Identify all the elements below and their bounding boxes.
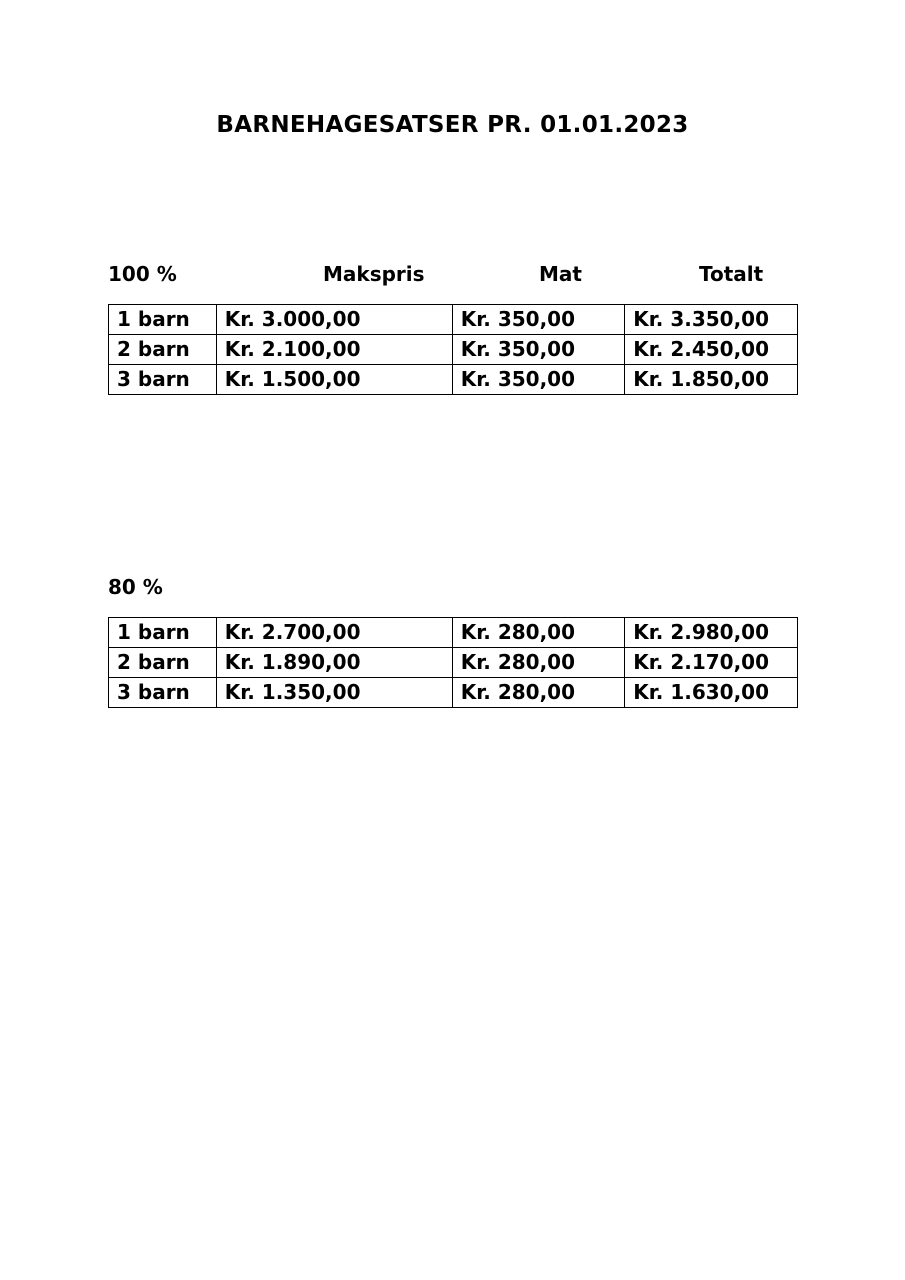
table-row	[109, 335, 798, 365]
mat-cell: Kr. 350,00	[452, 335, 624, 365]
column-header-makspris: Makspris	[323, 262, 425, 286]
makspris-cell: Kr. 1.890,00	[216, 648, 452, 678]
rates-table-100	[108, 304, 798, 395]
makspris-cell: Kr. 3.000,00	[216, 305, 452, 335]
totalt-cell: Kr. 3.350,00	[625, 305, 798, 335]
makspris-cell: Kr. 2.700,00	[216, 618, 452, 648]
makspris-cell: Kr. 1.350,00	[216, 678, 452, 708]
page-title: BARNEHAGESATSER PR. 01.01.2023	[216, 112, 689, 138]
totalt-cell: Kr. 2.170,00	[625, 648, 798, 678]
totalt-cell: Kr. 1.630,00	[625, 678, 798, 708]
column-header-totalt: Totalt	[699, 262, 764, 286]
children-cell: 3 barn	[109, 678, 217, 708]
table-row	[109, 618, 798, 648]
children-cell: 2 barn	[109, 335, 217, 365]
totalt-cell: Kr. 1.850,00	[625, 365, 798, 395]
mat-cell: Kr. 350,00	[452, 305, 624, 335]
table-row	[109, 305, 798, 335]
children-cell: 1 barn	[109, 618, 217, 648]
mat-cell: Kr. 280,00	[452, 678, 624, 708]
column-header-mat: Mat	[539, 262, 582, 286]
totalt-cell: Kr. 2.450,00	[625, 335, 798, 365]
section-label-80: 80 %	[108, 575, 163, 599]
children-cell: 1 barn	[109, 305, 217, 335]
children-cell: 3 barn	[109, 365, 217, 395]
children-cell: 2 barn	[109, 648, 217, 678]
section-label-100: 100 %	[108, 262, 177, 286]
mat-cell: Kr. 280,00	[452, 648, 624, 678]
table-row	[109, 648, 798, 678]
mat-cell: Kr. 350,00	[452, 365, 624, 395]
rates-table-80	[108, 617, 798, 708]
header-row-100	[108, 262, 798, 292]
table-row	[109, 678, 798, 708]
totalt-cell: Kr. 2.980,00	[625, 618, 798, 648]
makspris-cell: Kr. 2.100,00	[216, 335, 452, 365]
table-row	[109, 365, 798, 395]
mat-cell: Kr. 280,00	[452, 618, 624, 648]
makspris-cell: Kr. 1.500,00	[216, 365, 452, 395]
